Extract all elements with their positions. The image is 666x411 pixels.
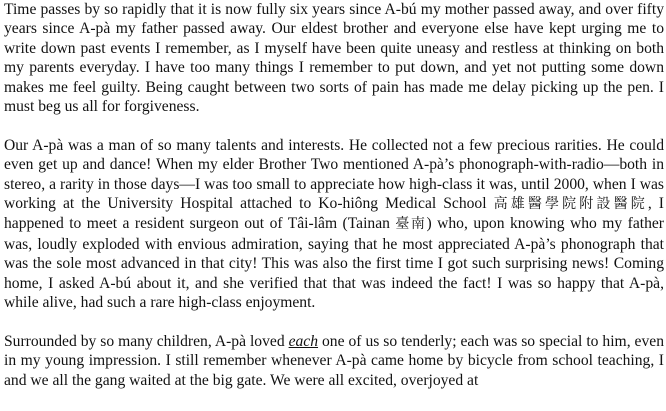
paragraph-2-text-c: ) who, upon knowing who my father was, loudly exploded with envious admiration, saying that he most appreciated A-pà’s phonograph that was the sole most advanced in that city! This was also the first time I got such surprising news! Coming home, I asked A-bú about it, and she verified that that was indeed the fact! I was so happy that A-pà, while alive, had such a rare high-class enjoyment. [4,215,664,312]
chinese-city-name: 臺南 [395,216,427,233]
paragraph-3-text-b: one of us so tenderly; each was so special to him, even in my young impression. I still remember whenever A-pà came home by bicycle from school teaching, I and we all the gang waited at the big gate. We were all excited, overjoyed at [4,332,664,389]
paragraph-1 [4,0,664,116]
paragraph-2-text-b: , I happened to meet a resident surgeon out of Tâi-lâm (Tainan [4,195,664,233]
document-page [4,0,664,409]
paragraph-3 [4,332,664,390]
paragraph-2 [4,136,664,313]
chinese-hospital-name: 高雄醫學院附設醫院 [493,196,648,213]
paragraph-1-text: Time passes by so rapidly that it is now fully six years since A-bú my mother passed away, and over fifty years since A-pà my father passed away. Our eldest brother and everyone else have kept urging me to write down past events I remember, as I myself have been quite uneasy and restless at thinking on both my parents everyday. I have too many things I remember to put down, and yet not putting some down makes me feel guilty. Being caught between two sorts of pain has made me delay picking up the pen. I must beg us all for forgiveness. [4,1,664,116]
emphasized-word: each [288,332,319,350]
paragraph-3-text-a: Surrounded by so many children, A-pà loved [4,332,289,350]
paragraph-2-text-a: Our A-pà was a man of so many talents and interests. He collected not a few precious rarities. He could even get up and dance! When my elder Brother Two mentioned A-pà’s phonograph-with-radio—both in stereo, a rarity in those days—I was too small to appreciate how high-class it was, until 2000, when I was working at the University Hospital attached to Ko-hiông Medical School [4,136,664,213]
